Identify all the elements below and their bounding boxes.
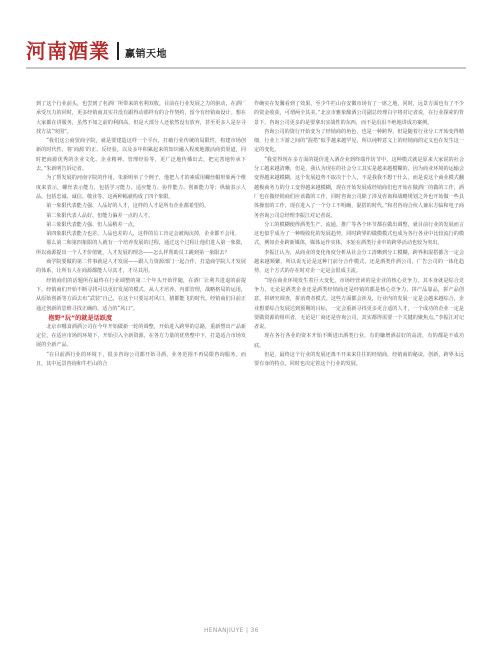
page-footer: HENANJIUYE | 36: [204, 627, 259, 634]
paragraph: “我觉得现在多方面的提价进入酒企业到终端作坊节中，这种模式就是原来大家说的社会分工越来越清晰，但是，我认为现在的社会分工其实是越来越模糊的，因为商业环境的运输会变得越来越模糊，这个发展趋势不取决于个人，不是我我不想干什么，而是说这个商业模式翻越极商务力的分工变得越来越模糊，现在开始发展成经销商们也开始在做酒厂的做的工作，酒厂也在做经销商们应该做的工作，同时咨询公司除了涉及咨询和战略规划之外也开始做一些具体操盘的工作，现在进入了一个分工不明确，混搭的时代。”和君咨询合伙人兼东方临和电子商务咨询公司总经理李振江对记者说。: [254, 156, 464, 219]
paragraph: 经销商们的话题所在最终在行业调整的第二个年头开始伴随，在酒厂让利共进退的前提下，经销商们开始不断寻找可以更好发展的模式。从人才培养、内部管理，战略格局的运用，从原始创新等方面去布“武装”自己，在这个只要站对风口，猪都能飞的时代，经销商们目前正通过创新的思维寻找正确的、适合的“风口”。: [36, 277, 246, 312]
right-column: [254, 100, 464, 370]
paragraph: 那么第二和第四象限的人就有一个培养发展的过程，通过这个过程让他们进入第一象限，所以商源提出一个人才价值链，人才发展的理念——怎么样帮助员工跳到第一象限去？: [36, 240, 246, 256]
section-title: 赢销天地: [125, 49, 167, 60]
paragraph: “在目前酒行业的环境下，很多咨询公司都开始寻酒，业务范围不再局限咨询服务。而且，其中远景咨询和牛栏山的合: [36, 351, 246, 368]
paragraph: 第一象限代表能力强、人品好的人才，这样的人才是所有企业都希望的。: [46, 203, 210, 210]
left-column: [36, 100, 246, 369]
paragraph: 第三象限代表能力强、但人品稍差一点。: [46, 221, 138, 228]
paragraph: “我们这公商贸商字院，就是要建造这样一个平台，打破行业传统的局限性，构建市场创新的时代性，将‘商源’的正、反经验，以及多年积累起来的知识融入程度地激活商贸渠道，同时把商源优秀的企业文化、企业精神、管理经验等，更广泛地传播出去，把完善地传承下去。”朱新明告诉记者。: [36, 138, 246, 173]
paragraph: 第四象限代表能力也差、人品也差的人，这样的员工肯定会被淘汰掉，企业都不会用。: [46, 231, 240, 238]
header-separator: [117, 42, 119, 60]
paragraph: “现在商业环境发生着巨大变化，市场经营读的是企业的核心竞争力，其本身就是综合竞争力，无论是酒类企业还是酒类经销商还是经销的都是核心竞争力，拼产品靠品，拼产品创意，拼研究调查，拼消费者模式。这些方面都会涉及，行业内的发展一定是会越来越综合，企业想要综合发展达到预期的目标，一定会重新寻找更多更合适的人才，一个成功的企业一定是要做资源的组织者，无论是厂商还是咨询公司，其实都得需要一个关键的聚焦点。”李振江对记者说。: [254, 277, 464, 331]
paragraph: 李振江认为，从商业的变化角度分析从社会分工清晰到分工模糊，跨界和混搭都含一定会越来越频繁，所以说无论是这种门前分合作模式，还是酒类作酒公司，广告公司的一体化趋势，这个方式的存在时对企一定是会很成主流。: [254, 249, 464, 275]
paragraph: 咨询公司的资行开始变为了经销商的角色，也是一种跨界，但是随着行业分工开始变得精细，行业上下游之间的“混搭”似乎越来越罕见，所以纯粹意义上的经销商的定义也在发生这一定的变化。: [254, 128, 464, 154]
paragraph: 为了帮发展的河南字院的作用，朱新明举了个例子，他把人才的素质用螺丝帽形象两个维度来表示，螺丝表示能力，包括学习能力、适应能力、协作能力、创新能力等；纵轴表示人品，包括忠诚、诚信、敬业等。这两种幅就构成了四个象限。: [36, 175, 246, 200]
header-rule: [26, 67, 466, 69]
paragraph: 商学院要做的第二件事就是人才发展——跟人力资源部门一起合作，打造商学院人才发展的体系，让所有人在商源都能人尽其才，才尽其用。: [36, 259, 246, 275]
paragraph: 分工的模糊使得酒类生产、流通、推广等各个环节都在做出调整，就目前行业的发展而言这也似乎成为了一种吸收化的发展趋势，同时跨界的做模模式也成为各行各业中比较流行的模式，例如企业跨新媒体，媒体运作实体，本轮在酒类行业中的跨界活动也较为突出。: [254, 221, 464, 247]
page-header: [26, 38, 476, 72]
paragraph: 作确实在发馨看到了效果。至少牛栏山在安徽市场有了一席之地，同时，远景方面也有了不少的资金收获，可谓两全其美。”北京市雅象酿酒公司副总经理白宇将对记者说，在行业探索的背景下，咨询公司更多的是要拿出实战性的东西，而不是沿沿不绝地讲成功案例。: [254, 101, 464, 126]
paragraph: 北京市哪食酒酒公司在今年开始做新一轮的调整，开始进入跨界的总路，重新塑出产品新定位，在适应市场的环境下，开始引入全新资源，在各方力量的优势整中下，打造适合市场发展的全新产品。: [36, 323, 246, 349]
magazine-logo: 河南酒業: [26, 39, 110, 63]
paragraph: 但是，最终这个行业的发展还离不开来来往往的经销商，经销商的秘诀，创新，跨界永远要有身的特点，同时也决定着这个行业的发展。: [254, 352, 464, 368]
paragraph: 到了这个行业前头，也尝到了名酒厂所带来的名利双收。目前在行业发展之力的驱动，在酒厂承受压力的同时，更多经销商其实并没有跟得动那样有的合作契约，留今有经销商设计。想在大家都在讲服务，虽然不如之前的利润高，但是大部分人还依然没有放弃，甚至更多人是存寻找方法“突围”。: [36, 101, 246, 135]
article-subheading: 抱野“玩”的就是话跃度: [48, 314, 113, 322]
paragraph: 第二象限代表人品好、但能力偏差一点的人才。: [46, 212, 154, 219]
paragraph: 现在各行各业的资本开始不断进出酒类行业，有的嫌增酒益好的高清，有的都是不成功底。: [254, 333, 464, 349]
